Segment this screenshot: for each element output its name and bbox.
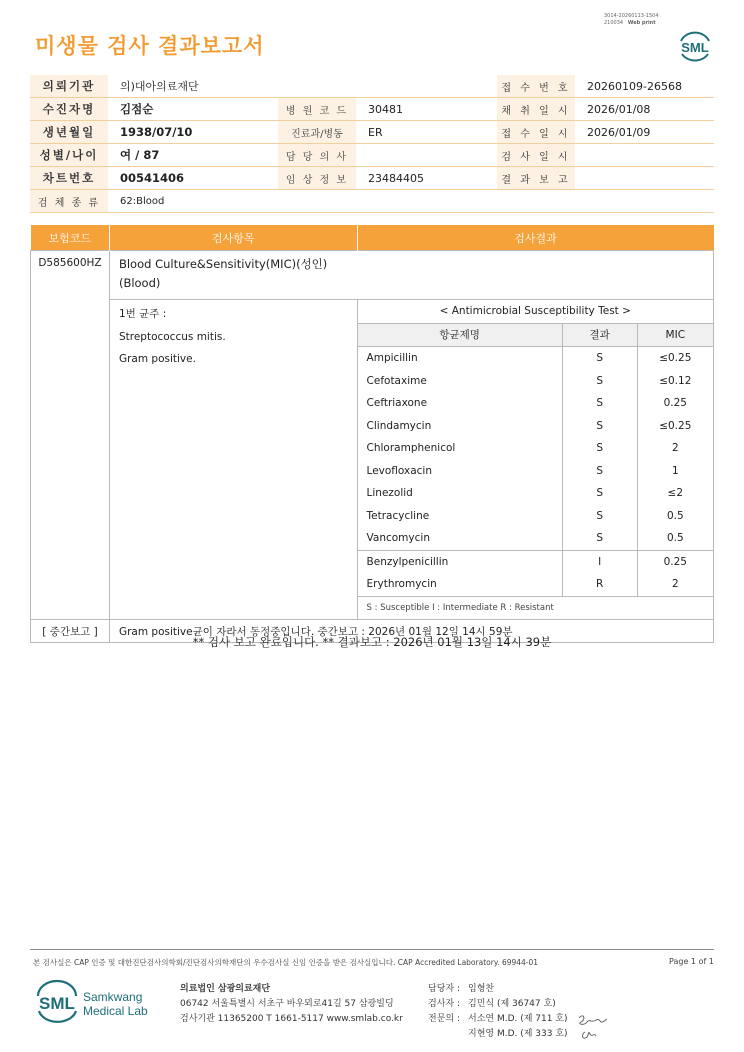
ast-mic: 0.25 <box>637 550 713 573</box>
ast-row <box>358 482 713 505</box>
info-label: 담 당 의 사 <box>278 144 356 167</box>
footer-divider <box>30 949 714 950</box>
info-row <box>30 98 714 121</box>
ast-drug: Tetracycline <box>358 505 563 528</box>
ast-group-1 <box>358 347 713 551</box>
staff-role: 담당자 : <box>428 984 460 994</box>
org-contact: 검사기관 11365200 T 1661-5117 www.smlab.co.kr <box>180 1014 403 1024</box>
ast-result: S <box>562 482 637 505</box>
sml-logo-icon <box>676 27 714 63</box>
ast-mic: 0.5 <box>666 532 684 545</box>
ast-result: S <box>562 505 637 528</box>
print-mode: Web print <box>627 20 656 26</box>
ast-drug: Ampicillin <box>358 347 563 370</box>
print-id-line2: 210034 <box>604 20 624 26</box>
footer-logo-text: SML <box>39 994 75 1013</box>
ast-mic: ≤0.25 <box>659 419 692 432</box>
info-value: 2026/01/08 <box>575 98 714 121</box>
specimen-value: 62:Blood <box>108 190 714 213</box>
info-label: 의뢰기관 <box>30 75 108 98</box>
ast-drug: Benzylpenicillin <box>358 550 563 573</box>
header-test-result: 검사결과 <box>357 225 713 251</box>
org-address: 06742 서울특별시 서초구 바우뫼로41길 57 삼광빌딩 <box>180 999 394 1009</box>
accreditation-note: 본 검사실은 CAP 인증 및 대한진단검사의학회/진단검사의학재단의 우수검사실 신임 인증을 받은 검사실입니다. CAP Accredited Laboratory. 69944-01 <box>33 958 539 967</box>
ast-result: I <box>562 550 637 573</box>
info-label: 차트번호 <box>30 167 108 190</box>
info-row <box>30 121 714 144</box>
ast-drug: Ceftriaxone <box>358 392 563 415</box>
organism-name: Streptococcus mitis. <box>118 330 226 343</box>
info-label: 접 수 번 호 <box>497 75 575 98</box>
report-title: 미생물 검사 결과보고서 <box>35 34 265 58</box>
info-value: 2026/01/09 <box>575 121 714 144</box>
ast-result: S <box>562 347 637 370</box>
org-name: 의료법인 삼광의료재단 <box>180 984 271 994</box>
info-label: 진료과/병동 <box>278 121 356 144</box>
ast-result: S <box>562 460 637 483</box>
page-number: Page 1 of 1 <box>669 957 714 966</box>
info-value: 00541406 <box>108 167 278 190</box>
staff-info <box>428 982 568 1042</box>
ast-row <box>358 527 713 550</box>
info-value: 30481 <box>356 98 497 121</box>
ast-header-mic: MIC <box>637 323 713 347</box>
info-value: 1938/07/10 <box>108 121 278 144</box>
ast-legend: S : Susceptible I : Intermediate R : Resistant <box>358 596 713 619</box>
header-test-item: 검사항목 <box>109 225 357 251</box>
ast-mic: ≤2 <box>667 487 684 500</box>
test-name-line1: Blood Culture&Sensitivity(MIC)(성인) <box>118 257 328 271</box>
info-row <box>30 144 714 167</box>
ast-row <box>358 370 713 393</box>
interim-label: [ 중간보고 ] <box>31 620 110 643</box>
test-row <box>31 251 714 300</box>
info-value: 23484405 <box>356 167 497 190</box>
organism-label: 1번 균주 : <box>118 308 167 320</box>
ast-mic: 1 <box>671 464 679 477</box>
ast-row <box>358 415 713 438</box>
info-value <box>356 75 497 98</box>
info-label <box>278 75 356 98</box>
staff-name: 지현영 M.D. (제 333 호) <box>468 1029 568 1039</box>
ast-title-row <box>358 300 713 323</box>
ast-group-2 <box>358 550 713 596</box>
ast-title: < Antimicrobial Susceptibility Test > <box>358 300 713 323</box>
ast-table <box>358 300 713 619</box>
print-id-line1: 3014-20260113-1504 <box>604 13 659 19</box>
ast-row <box>358 392 713 415</box>
test-name <box>109 251 713 300</box>
ast-mic: 0.5 <box>666 509 684 522</box>
info-label: 검 사 일 시 <box>497 144 575 167</box>
info-value <box>575 144 714 167</box>
org-info <box>180 982 403 1027</box>
info-row <box>30 167 714 190</box>
header-insurance-code: 보험코드 <box>31 225 110 251</box>
info-label: 생년월일 <box>30 121 108 144</box>
staff-role: 검사자 : <box>428 999 460 1009</box>
gram-stain: Gram positive. <box>118 353 196 365</box>
specimen-label: 검 체 종 류 <box>30 190 108 213</box>
ast-result: S <box>562 415 637 438</box>
completion-note: ** 검사 보고 완료입니다. ** 결과보고 : 2026년 01월 13일 14시 39분 <box>192 635 552 649</box>
info-value: 의)대아의료재단 <box>108 75 278 98</box>
staff-name: 임형찬 <box>468 984 495 994</box>
insurance-code: D585600HZ <box>31 251 110 620</box>
patient-info-table <box>30 75 714 213</box>
ast-drug: Linezolid <box>358 482 563 505</box>
ast-row <box>358 550 713 573</box>
ast-result: S <box>562 370 637 393</box>
info-value <box>356 144 497 167</box>
footer-logo-line1: Samkwang <box>83 990 143 1004</box>
ast-mic: ≤0.25 <box>659 352 692 365</box>
ast-mic: 2 <box>671 442 679 455</box>
ast-result: R <box>562 573 637 596</box>
ast-drug: Clindamycin <box>358 415 563 438</box>
info-value: ER <box>356 121 497 144</box>
info-row <box>30 75 714 98</box>
ast-row <box>358 505 713 528</box>
organism-cell <box>109 300 357 620</box>
samkwang-logo-icon <box>36 978 156 1028</box>
ast-mic: 0.25 <box>663 397 687 410</box>
ast-drug: Cefotaxime <box>358 370 563 393</box>
ast-row <box>358 460 713 483</box>
ast-drug: Chloramphenicol <box>358 437 563 460</box>
info-label: 접 수 일 시 <box>497 121 575 144</box>
info-label: 수진자명 <box>30 98 108 121</box>
ast-row <box>358 347 713 370</box>
ast-legend-row <box>358 596 713 619</box>
ast-mic: 2 <box>671 578 679 591</box>
ast-header-row <box>358 323 713 347</box>
logo-text: SML <box>681 40 709 55</box>
ast-header-result: 결과 <box>562 323 637 347</box>
info-label: 병 원 코 드 <box>278 98 356 121</box>
info-label: 채 취 일 시 <box>497 98 575 121</box>
organism-row <box>31 300 714 620</box>
ast-drug: Erythromycin <box>358 573 563 596</box>
staff-role: 전문의 : <box>428 1014 460 1024</box>
test-name-line2: (Blood) <box>118 276 161 290</box>
ast-result: S <box>562 392 637 415</box>
staff-name: 서소연 M.D. (제 711 호) <box>468 1014 568 1024</box>
interim-text: Gram positive균이 자라서 동정중입니다. 중간보고 : 2026년 01월 12일 14시 59분 <box>109 620 713 643</box>
info-value <box>575 167 714 190</box>
footer-logo-line2: Medical Lab <box>83 1004 148 1018</box>
ast-row <box>358 573 713 596</box>
info-value: 김점순 <box>108 98 278 121</box>
print-id <box>604 13 659 27</box>
ast-drug: Levofloxacin <box>358 460 563 483</box>
info-value: 20260109-26568 <box>575 75 714 98</box>
staff-name: 김민식 (제 36747 호) <box>468 999 556 1009</box>
ast-drug: Vancomycin <box>358 527 563 550</box>
ast-result: S <box>562 437 637 460</box>
ast-result: S <box>562 527 637 550</box>
ast-mic: ≤0.12 <box>659 374 692 387</box>
info-label: 성별/나이 <box>30 144 108 167</box>
info-value: 여 / 87 <box>108 144 278 167</box>
ast-row <box>358 437 713 460</box>
signature-icon <box>576 1010 610 1042</box>
results-header-row <box>31 225 714 251</box>
results-table <box>30 225 714 643</box>
ast-header-drug: 항균제명 <box>358 323 563 347</box>
info-row <box>30 190 714 213</box>
info-label: 임 상 정 보 <box>278 167 356 190</box>
info-label: 결 과 보 고 <box>497 167 575 190</box>
ast-cell <box>357 300 713 620</box>
